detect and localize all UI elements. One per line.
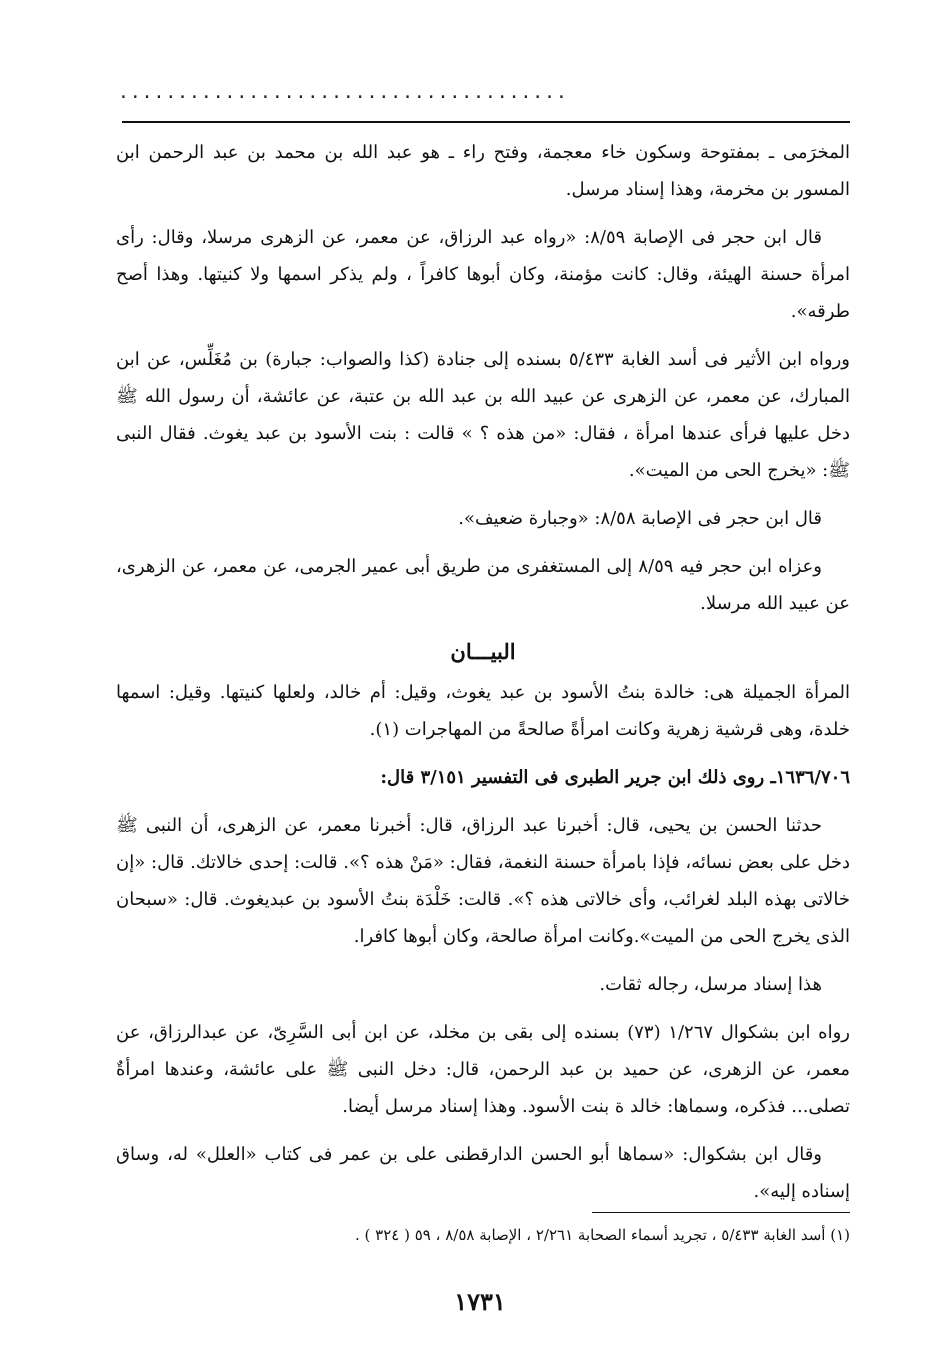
paragraph-hadith-text: حدثنا الحسن بن يحيى، قال: أخبرنا عبد الرزاق، قال: أخبرنا معمر، عن الزهرى، أن النبى ﷺ دخل على بعض نسائه، فإذا بامرأة حسنة النغمة، فقال: «مَنْ هذه ؟». قالت: إحدى خالاتك. قال: «إن خالاتى بهذه البلد لغرائب، وأى خالاتى هذه ؟». قالت: خَلْدَة بنتُ الأسود بن عبديغوث. قال: «سبحان الذى يخرج الحى من الميت».وكانت امرأة صالحة، وكان أبوها كافرا. bbox=[116, 815, 850, 947]
paragraph-isnad-note: هذا إسناد مرسل، رجاله ثقات. bbox=[599, 974, 822, 995]
footnote-rule bbox=[592, 1212, 850, 1213]
paragraph-daraqutni: وقال ابن بشكوال: «سماها أبو الحسن الدارقطنى على بن عمر فى كتاب «العلل» له، وساق إسناده إليه». bbox=[116, 1144, 850, 1202]
paragraph-ibn-bashkuwal: رواه ابن بشكوال ١/٢٦٧ (٧٣) بسنده إلى بقى بن مخلد، عن ابن أبى السَّرِىّ، عن عبدالرزاق، عن معمر، عن الزهرى، عن حميد بن عبد الرحمن، قال: دخل النبى ﷺ على عائشة، وعندها امرأةٌ تصلى... فذكره، وسماها: خالد ة بنت الأسود. وهذا إسناد مرسل أيضا. bbox=[116, 1022, 850, 1117]
paragraph-mustaghfiri: وعزاه ابن حجر فيه ٨/٥٩ إلى المستغفرى من طريق أبى عمير الجرمى، عن معمر، عن الزهرى، عن عبيد الله مرسلا. bbox=[116, 556, 850, 614]
paragraph-ibn-hajar-isaba-59: قال ابن حجر فى الإصابة ٨/٥٩: «رواه عبد الرزاق، عن معمر، عن الزهرى مرسلا، وقال: رأى امرأة حسنة الهيئة، وقال: كانت مؤمنة، وكان أبوها كافراً ، ولم يذكر اسمها ولا كنيتها. وهذا أصح طرقه». bbox=[116, 227, 850, 322]
header-rule bbox=[122, 121, 850, 123]
paragraph-mukharrami: المخرَمى ـ بمفتوحة وسكون خاء معجمة، وفتح راء ـ هو عبد الله بن محمد بن عبد الرحمن ابن المسور بن مخرمة، وهذا إسناد مرسل. bbox=[116, 142, 850, 200]
book-page bbox=[110, 0, 850, 1372]
footnote: (١) أسد الغابة ٥/٤٣٣ ، تجريد أسماء الصحابة ٢/٢٦١ ، الإصابة ٨/٥٨ ، ٥٩ ( ٣٢٤ ) . bbox=[354, 1226, 850, 1244]
paragraph-hadith-number: ١٦٣٦/٧٠٦ـ روى ذلك ابن جرير الطبرى فى التفسير ٣/١٥١ قال: bbox=[380, 767, 850, 788]
paragraph-ibn-al-athir: ورواه ابن الأثير فى أسد الغابة ٥/٤٣٣ بسنده إلى جنادة (كذا والصواب: جبارة) بن مُغَلِّس، عن ابن المبارك، عن معمر، عن الزهرى عن عبيد الله بن عبد الله بن عتبة، عن عائشة، أن رسول الله ﷺ دخل عليها فرأى عندها امرأة ، فقال: «من هذه ؟ » قالت : بنت الأسود بن عبد يغوث. فقال النبى ﷺ: «يخرج الحى من الميت». bbox=[116, 349, 850, 481]
section-heading-bayan: البيـــان bbox=[450, 639, 516, 664]
header-dotted-line: ...................................... bbox=[118, 82, 568, 103]
paragraph-beautiful-woman: المرأة الجميلة هى: خالدة بنتُ الأسود بن عبد يغوث، وقيل: أم خالد، ولعلها كنيتها. وقيل: اسمها خلدة، وهى قرشية زهرية وكانت امرأةً صالحةً من المهاجرات (١). bbox=[116, 682, 850, 740]
paragraph-ibn-hajar-isaba-58: قال ابن حجر فى الإصابة ٨/٥٨: «وجبارة ضعيف». bbox=[458, 508, 822, 529]
main-text bbox=[116, 134, 850, 1221]
page-number: ١٧٣١ bbox=[454, 1287, 506, 1316]
